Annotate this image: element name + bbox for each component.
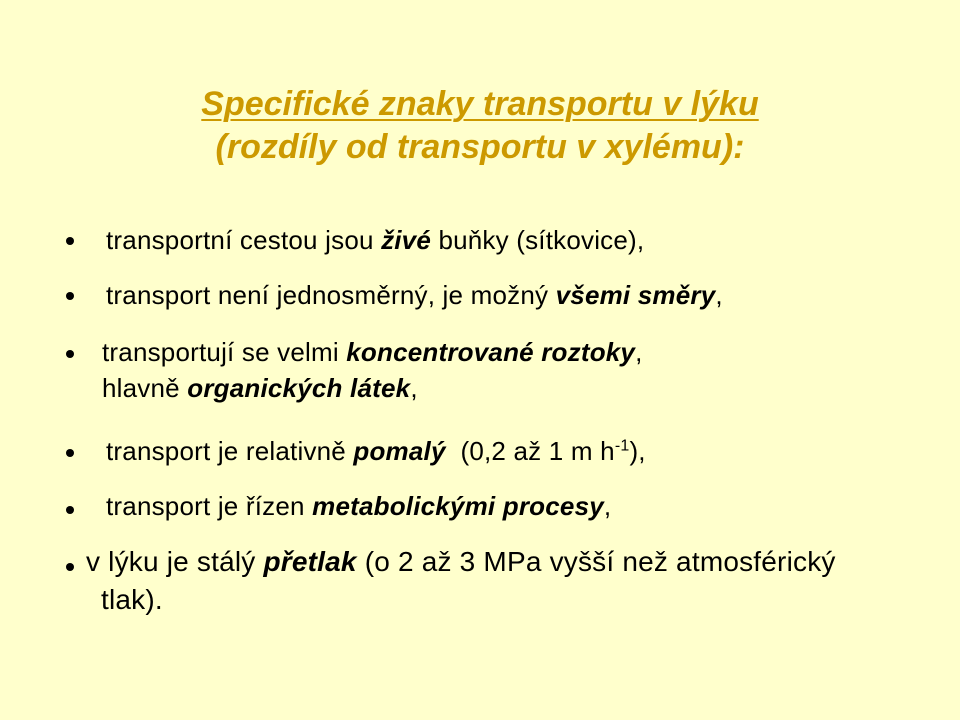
text-run: transport není jednosměrný, je možný bbox=[106, 280, 556, 310]
text-run: transportují se velmi bbox=[102, 337, 347, 367]
text-run: buňky (sítkovice), bbox=[431, 225, 645, 255]
bullet-2-text bbox=[106, 276, 723, 314]
bullet-dot bbox=[66, 350, 74, 358]
bullet-6-text-line1 bbox=[86, 543, 836, 581]
emph-run: všemi směry bbox=[555, 280, 716, 310]
text-run: hlavně bbox=[102, 373, 188, 403]
emph-run: pomalý bbox=[353, 436, 446, 466]
bullet-6-text-line2 bbox=[101, 581, 163, 619]
text-run: transport je relativně bbox=[106, 436, 354, 466]
superscript-exponent: -1 bbox=[614, 437, 630, 455]
text-run: , bbox=[603, 491, 612, 521]
bullet-4-text bbox=[106, 432, 646, 470]
slide-title: Specifické znaky transportu v lýku bbox=[201, 85, 759, 123]
text-run: transportní cestou jsou bbox=[106, 225, 382, 255]
bullet-5-text bbox=[106, 487, 611, 525]
emph-run: živé bbox=[381, 225, 432, 255]
bullet-3-text-line1 bbox=[102, 333, 643, 371]
bullet-dot bbox=[66, 292, 74, 300]
bullet-dot bbox=[66, 237, 74, 245]
slide-subtitle: (rozdíly od transportu v xylému): bbox=[215, 128, 745, 166]
text-run: , bbox=[715, 280, 723, 310]
text-run: transport je řízen bbox=[106, 491, 313, 521]
text-run: , bbox=[635, 337, 643, 367]
text-run: ), bbox=[629, 436, 646, 466]
text-run: (0,2 až 1 m h bbox=[445, 436, 615, 466]
text-run: tlak). bbox=[101, 584, 163, 615]
text-run: , bbox=[410, 373, 418, 403]
emph-run: metabolickými procesy bbox=[312, 491, 604, 521]
bullet-dot bbox=[66, 506, 74, 514]
bullet-3-text-line2 bbox=[102, 369, 418, 407]
bullet-1-text bbox=[106, 221, 644, 259]
text-run: (o 2 až 3 MPa vyšší než atmosférický bbox=[356, 546, 836, 577]
emph-run: přetlak bbox=[263, 546, 357, 577]
emph-run: koncentrované roztoky bbox=[346, 337, 636, 367]
bullet-dot bbox=[66, 449, 74, 457]
emph-run: organických látek bbox=[187, 373, 411, 403]
bullet-dot bbox=[66, 563, 74, 571]
text-run: v lýku je stálý bbox=[86, 546, 264, 577]
